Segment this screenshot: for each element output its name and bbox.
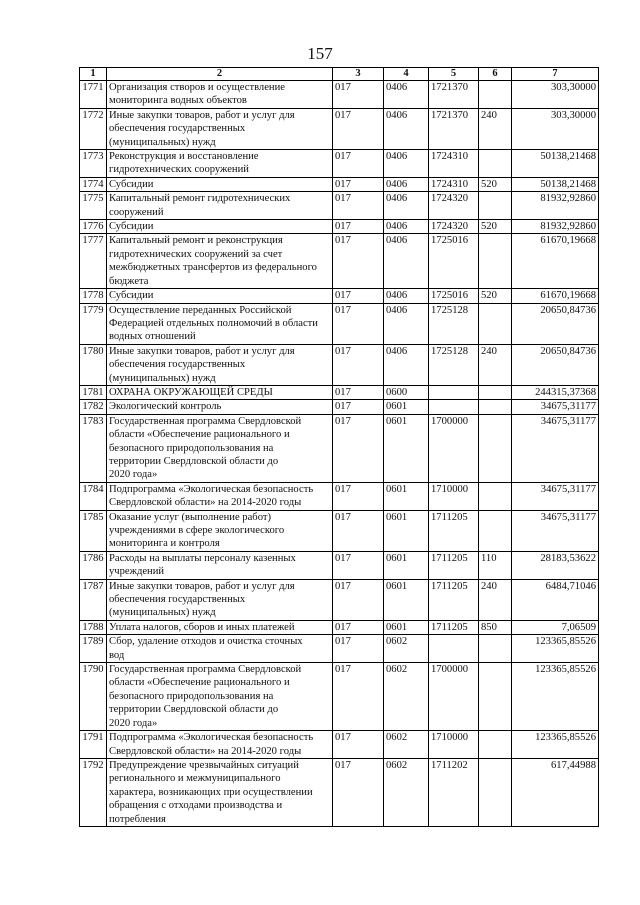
column-header: 6 <box>479 68 512 81</box>
section-code-cell: 0602 <box>384 731 429 759</box>
amount-cell: 20650,84736 <box>512 303 599 344</box>
item-name-line: Субсидии <box>109 178 154 190</box>
column-header: 2 <box>107 68 333 81</box>
admin-code-cell: 017 <box>333 81 384 109</box>
item-name-line: обращения с отходами производства и <box>109 800 283 812</box>
item-name-line: территории Свердловской области до <box>109 455 279 467</box>
admin-code-cell: 017 <box>333 108 384 149</box>
item-name-line: учреждениями в сфере экологического <box>109 525 285 536</box>
item-name-line: ОХРАНА ОКРУЖАЮЩЕЙ СРЕДЫ <box>109 386 273 398</box>
item-name-line: безопасного природопользования на <box>109 442 274 454</box>
target-code-cell: 1711205 <box>429 620 479 634</box>
item-name-line: Государственная программа Свердловской <box>109 415 302 427</box>
item-name-line: Капитальный ремонт гидротехнических <box>109 193 291 205</box>
item-name-line: (муниципальных) нужд <box>109 136 216 148</box>
admin-code-cell: 017 <box>333 579 384 620</box>
admin-code-cell: 017 <box>333 177 384 191</box>
expense-type-cell <box>479 192 512 220</box>
target-code-cell: 1711202 <box>429 758 479 826</box>
row-number-cell: 1788 <box>80 620 107 634</box>
page-number: 157 <box>307 44 333 63</box>
row-number-cell: 1792 <box>80 758 107 826</box>
amount-cell: 303,30000 <box>512 81 599 109</box>
item-name-line: регионального и межмуниципального <box>109 773 281 785</box>
table-row <box>80 414 599 482</box>
item-name-line: Оказание услуг (выполнение работ) <box>109 511 272 523</box>
row-number-cell: 1771 <box>80 81 107 109</box>
item-name-cell <box>107 579 333 620</box>
item-name-line: Субсидии <box>109 221 154 233</box>
item-name-cell <box>107 81 333 109</box>
admin-code-cell: 017 <box>333 731 384 759</box>
table-row <box>80 579 599 620</box>
item-name-cell <box>107 731 333 759</box>
amount-cell: 244315,37368 <box>512 385 599 399</box>
row-number-cell: 1777 <box>80 234 107 289</box>
item-name-line: обеспечения государственных <box>109 594 246 606</box>
admin-code-cell: 017 <box>333 482 384 510</box>
table-row <box>80 192 599 220</box>
item-name-line: Осуществление переданных Российской <box>109 304 292 316</box>
row-number-cell: 1781 <box>80 385 107 399</box>
item-name-line: гидротехнических сооружений <box>109 164 249 176</box>
item-name-cell <box>107 303 333 344</box>
admin-code-cell: 017 <box>333 510 384 551</box>
row-number-cell: 1786 <box>80 551 107 579</box>
item-name-line: Подпрограмма «Экологическая безопасность <box>109 483 314 495</box>
target-code-cell: 1724320 <box>429 192 479 220</box>
item-name-line: Подпрограмма «Экологическая безопасность <box>109 732 314 744</box>
amount-cell: 617,44988 <box>512 758 599 826</box>
amount-cell: 81932,92860 <box>512 192 599 220</box>
item-name-line: Уплата налогов, сборов и иных платежей <box>109 621 295 633</box>
row-number-cell: 1773 <box>80 150 107 178</box>
item-name-cell <box>107 385 333 399</box>
column-header: 1 <box>80 68 107 81</box>
item-name-cell <box>107 482 333 510</box>
admin-code-cell: 017 <box>333 150 384 178</box>
row-number-cell: 1787 <box>80 579 107 620</box>
table-row <box>80 731 599 759</box>
admin-code-cell: 017 <box>333 192 384 220</box>
table-row <box>80 234 599 289</box>
section-code-cell: 0406 <box>384 303 429 344</box>
section-code-cell: 0602 <box>384 635 429 663</box>
target-code-cell: 1710000 <box>429 482 479 510</box>
section-code-cell: 0601 <box>384 482 429 510</box>
amount-cell: 123365,85526 <box>512 731 599 759</box>
target-code-cell: 1700000 <box>429 414 479 482</box>
admin-code-cell: 017 <box>333 400 384 414</box>
target-code-cell: 1725016 <box>429 289 479 303</box>
item-name-line: мониторинга водных объектов <box>109 95 247 107</box>
item-name-line: (муниципальных) нужд <box>109 372 216 384</box>
item-name-line: сооружений <box>109 206 164 218</box>
table-row <box>80 758 599 826</box>
table-row <box>80 81 599 109</box>
item-name-line: Иные закупки товаров, работ и услуг для <box>109 109 295 121</box>
table-row <box>80 150 599 178</box>
item-name-line: области «Обеспечение рационального и <box>109 677 290 689</box>
expense-type-cell <box>479 81 512 109</box>
section-code-cell: 0406 <box>384 234 429 289</box>
expense-type-cell <box>479 731 512 759</box>
table-row <box>80 108 599 149</box>
column-header: 5 <box>429 68 479 81</box>
section-code-cell: 0406 <box>384 177 429 191</box>
item-name-cell <box>107 177 333 191</box>
item-name-line: Капитальный ремонт и реконструкция <box>109 235 283 247</box>
column-header: 4 <box>384 68 429 81</box>
expense-type-cell <box>479 234 512 289</box>
section-code-cell: 0602 <box>384 663 429 731</box>
table-row <box>80 289 599 303</box>
amount-cell: 34675,31177 <box>512 400 599 414</box>
target-code-cell: 1724310 <box>429 177 479 191</box>
amount-cell: 7,06509 <box>512 620 599 634</box>
item-name-line: учреждений <box>109 566 165 578</box>
amount-cell: 20650,84736 <box>512 344 599 385</box>
target-code-cell: 1710000 <box>429 731 479 759</box>
header-row <box>80 68 599 81</box>
table-row <box>80 344 599 385</box>
expense-type-cell: 850 <box>479 620 512 634</box>
item-name-line: Расходы на выплаты персоналу казенных <box>109 552 296 564</box>
column-header: 7 <box>512 68 599 81</box>
row-number-cell: 1774 <box>80 177 107 191</box>
expense-type-cell <box>479 482 512 510</box>
item-name-line: Сбор, удаление отходов и очистка сточных <box>109 636 303 648</box>
expense-type-cell: 520 <box>479 220 512 234</box>
target-code-cell: 1711205 <box>429 579 479 620</box>
amount-cell: 34675,31177 <box>512 482 599 510</box>
item-name-cell <box>107 192 333 220</box>
item-name-line: Иные закупки товаров, работ и услуг для <box>109 345 295 357</box>
item-name-cell <box>107 344 333 385</box>
row-number-cell: 1772 <box>80 108 107 149</box>
table-row <box>80 303 599 344</box>
expense-type-cell: 240 <box>479 344 512 385</box>
section-code-cell: 0406 <box>384 150 429 178</box>
target-code-cell <box>429 385 479 399</box>
item-name-line: Государственная программа Свердловской <box>109 664 302 676</box>
expense-type-cell <box>479 635 512 663</box>
expense-type-cell: 240 <box>479 108 512 149</box>
item-name-line: 2020 года» <box>109 469 158 481</box>
expense-type-cell <box>479 414 512 482</box>
target-code-cell <box>429 400 479 414</box>
section-code-cell: 0601 <box>384 579 429 620</box>
amount-cell: 34675,31177 <box>512 414 599 482</box>
budget-table <box>79 67 599 827</box>
item-name-line: характера, возникающих при осуществлении <box>109 786 313 798</box>
expense-type-cell <box>479 385 512 399</box>
section-code-cell: 0601 <box>384 551 429 579</box>
admin-code-cell: 017 <box>333 663 384 731</box>
row-number-cell: 1779 <box>80 303 107 344</box>
amount-cell: 123365,85526 <box>512 635 599 663</box>
item-name-cell <box>107 551 333 579</box>
column-header: 3 <box>333 68 384 81</box>
target-code-cell: 1725128 <box>429 344 479 385</box>
item-name-line: безопасного природопользования на <box>109 690 274 702</box>
table-row <box>80 220 599 234</box>
target-code-cell: 1724320 <box>429 220 479 234</box>
item-name-line: территории Свердловской области до <box>109 704 279 716</box>
expense-type-cell: 110 <box>479 551 512 579</box>
target-code-cell: 1700000 <box>429 663 479 731</box>
target-code-cell: 1725128 <box>429 303 479 344</box>
section-code-cell: 0601 <box>384 620 429 634</box>
amount-cell: 61670,19668 <box>512 234 599 289</box>
admin-code-cell: 017 <box>333 220 384 234</box>
item-name-line: мониторинга и контроля <box>109 538 220 550</box>
expense-type-cell <box>479 663 512 731</box>
admin-code-cell: 017 <box>333 303 384 344</box>
expense-type-cell <box>479 303 512 344</box>
item-name-cell <box>107 414 333 482</box>
row-number-cell: 1790 <box>80 663 107 731</box>
expense-type-cell: 520 <box>479 177 512 191</box>
row-number-cell: 1784 <box>80 482 107 510</box>
admin-code-cell: 017 <box>333 635 384 663</box>
table-row <box>80 510 599 551</box>
item-name-line: Иные закупки товаров, работ и услуг для <box>109 580 295 592</box>
admin-code-cell: 017 <box>333 234 384 289</box>
item-name-line: обеспечения государственных <box>109 359 246 371</box>
expense-type-cell <box>479 150 512 178</box>
amount-cell: 28183,53622 <box>512 551 599 579</box>
admin-code-cell: 017 <box>333 758 384 826</box>
item-name-line: Федерацией отдельных полномочий в области <box>109 317 318 329</box>
item-name-cell <box>107 400 333 414</box>
table-row <box>80 385 599 399</box>
table-row <box>80 482 599 510</box>
amount-cell: 303,30000 <box>512 108 599 149</box>
row-number-cell: 1778 <box>80 289 107 303</box>
amount-cell: 34675,31177 <box>512 510 599 551</box>
item-name-line: Экологический контроль <box>109 401 222 413</box>
target-code-cell <box>429 635 479 663</box>
item-name-line: Реконструкция и восстановление <box>109 151 259 163</box>
item-name-cell <box>107 758 333 826</box>
section-code-cell: 0406 <box>384 289 429 303</box>
item-name-line: гидротехнических сооружений за счет <box>109 248 283 260</box>
item-name-line: межбюджетных трансфертов из федерального <box>109 262 317 274</box>
target-code-cell: 1724310 <box>429 150 479 178</box>
section-code-cell: 0406 <box>384 81 429 109</box>
section-code-cell: 0601 <box>384 414 429 482</box>
amount-cell: 6484,71046 <box>512 579 599 620</box>
table-row <box>80 177 599 191</box>
item-name-cell <box>107 108 333 149</box>
section-code-cell: 0406 <box>384 108 429 149</box>
item-name-cell <box>107 620 333 634</box>
expense-type-cell <box>479 400 512 414</box>
section-code-cell: 0406 <box>384 344 429 385</box>
admin-code-cell: 017 <box>333 551 384 579</box>
item-name-cell <box>107 663 333 731</box>
item-name-line: бюджета <box>109 275 149 287</box>
row-number-cell: 1785 <box>80 510 107 551</box>
amount-cell: 50138,21468 <box>512 177 599 191</box>
item-name-line: Организация створов и осуществление <box>109 82 285 93</box>
item-name-line: Субсидии <box>109 290 154 302</box>
admin-code-cell: 017 <box>333 385 384 399</box>
expense-type-cell: 240 <box>479 579 512 620</box>
table-row <box>80 663 599 731</box>
target-code-cell: 1721370 <box>429 108 479 149</box>
section-code-cell: 0601 <box>384 510 429 551</box>
row-number-cell: 1791 <box>80 731 107 759</box>
expense-type-cell <box>479 510 512 551</box>
row-number-cell: 1775 <box>80 192 107 220</box>
section-code-cell: 0406 <box>384 192 429 220</box>
row-number-cell: 1776 <box>80 220 107 234</box>
target-code-cell: 1711205 <box>429 510 479 551</box>
admin-code-cell: 017 <box>333 414 384 482</box>
item-name-cell <box>107 234 333 289</box>
item-name-line: Предупреждение чрезвычайных ситуаций <box>109 759 299 771</box>
amount-cell: 81932,92860 <box>512 220 599 234</box>
amount-cell: 61670,19668 <box>512 289 599 303</box>
row-number-cell: 1782 <box>80 400 107 414</box>
item-name-cell <box>107 150 333 178</box>
admin-code-cell: 017 <box>333 289 384 303</box>
target-code-cell: 1711205 <box>429 551 479 579</box>
expense-type-cell: 520 <box>479 289 512 303</box>
admin-code-cell: 017 <box>333 620 384 634</box>
item-name-cell <box>107 635 333 663</box>
item-name-cell <box>107 220 333 234</box>
item-name-line: потребления <box>109 813 166 825</box>
target-code-cell: 1721370 <box>429 81 479 109</box>
target-code-cell: 1725016 <box>429 234 479 289</box>
item-name-line: вод <box>109 649 125 661</box>
item-name-line: области «Обеспечение рационального и <box>109 429 290 441</box>
table-row <box>80 635 599 663</box>
item-name-line: (муниципальных) нужд <box>109 607 216 619</box>
section-code-cell: 0602 <box>384 758 429 826</box>
item-name-line: Свердловской области» на 2014-2020 годы <box>109 745 302 757</box>
table-row <box>80 400 599 414</box>
row-number-cell: 1789 <box>80 635 107 663</box>
section-code-cell: 0601 <box>384 400 429 414</box>
row-number-cell: 1780 <box>80 344 107 385</box>
amount-cell: 123365,85526 <box>512 663 599 731</box>
item-name-line: обеспечения государственных <box>109 123 246 135</box>
amount-cell: 50138,21468 <box>512 150 599 178</box>
section-code-cell: 0406 <box>384 220 429 234</box>
row-number-cell: 1783 <box>80 414 107 482</box>
expense-type-cell <box>479 758 512 826</box>
item-name-line: 2020 года» <box>109 717 158 729</box>
item-name-line: водных отношений <box>109 331 196 343</box>
table-row <box>80 551 599 579</box>
item-name-line: Свердловской области» на 2014-2020 годы <box>109 497 302 509</box>
item-name-cell <box>107 510 333 551</box>
item-name-cell <box>107 289 333 303</box>
section-code-cell: 0600 <box>384 385 429 399</box>
admin-code-cell: 017 <box>333 344 384 385</box>
table-row <box>80 620 599 634</box>
